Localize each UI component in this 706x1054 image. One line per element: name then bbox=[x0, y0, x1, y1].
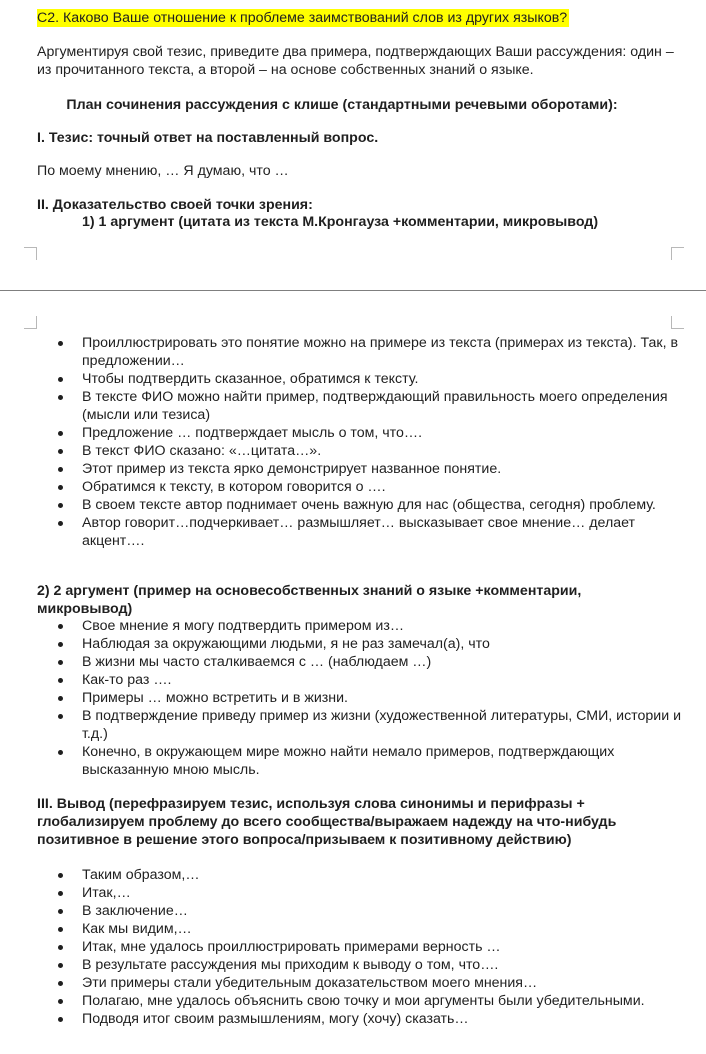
plan-title: План сочинения рассуждения с клише (стандартными речевыми оборотами): bbox=[66, 97, 618, 113]
list-item bbox=[58, 653, 688, 671]
list-item-text: В заключение… bbox=[82, 903, 188, 919]
list-item-text: В жизни мы часто сталкиваемся с … (наблюдаем …) bbox=[82, 654, 432, 670]
argument-2-list bbox=[58, 617, 688, 779]
bullet-icon bbox=[58, 714, 63, 719]
list-item-text: В результате рассуждения мы приходим к выводу о том, что…. bbox=[82, 957, 499, 973]
list-item-text: Конечно, в окружающем мире можно найти немало примеров, подтверждающих высказанную мною мысль. bbox=[82, 744, 615, 778]
conclusion-heading: III. Вывод (перефразируем тезис, используя слова синонимы и перифразы + глобализируем проблему до всего сообщества/выражаем надежду на что-нибудь позитивное в решение этого вопроса/призываем к позитивному действию) bbox=[37, 796, 617, 848]
bullet-icon bbox=[58, 909, 63, 914]
list-item-text: В подтверждение приведу пример из жизни (художественной литературы, СМИ, истории и т.д.) bbox=[82, 708, 682, 742]
list-item bbox=[58, 617, 688, 635]
list-item bbox=[58, 920, 688, 938]
bullet-icon bbox=[58, 642, 63, 647]
bullet-icon bbox=[58, 431, 63, 436]
bullet-icon bbox=[58, 660, 63, 665]
list-item-text: Итак,… bbox=[82, 885, 131, 901]
list-item-text: В текст ФИО сказано: «…цитата…». bbox=[82, 443, 322, 459]
bullet-icon bbox=[58, 696, 63, 701]
page-corner-mark bbox=[671, 247, 684, 260]
list-item bbox=[58, 902, 688, 920]
list-item bbox=[58, 460, 688, 478]
bullet-icon bbox=[58, 377, 63, 382]
page-corner-mark bbox=[671, 316, 684, 329]
list-item bbox=[58, 992, 688, 1010]
list-item bbox=[58, 974, 688, 992]
list-item bbox=[58, 635, 688, 653]
list-item bbox=[58, 956, 688, 974]
bullet-icon bbox=[58, 927, 63, 932]
list-item-text: Полагаю, мне удалось объяснить свою точку и мои аргументы были убедительными. bbox=[82, 993, 645, 1009]
list-item-text: В своем тексте автор поднимает очень важную для нас (общества, сегодня) проблему. bbox=[82, 497, 656, 513]
bullet-icon bbox=[58, 485, 63, 490]
list-item-text: Как-то раз …. bbox=[82, 672, 172, 688]
list-item-text: Проиллюстрировать это понятие можно на примере из текста (примерах из текста). Так, в предложении… bbox=[82, 335, 679, 369]
list-item-text: Этот пример из текста ярко демонстрирует названное понятие. bbox=[82, 461, 502, 477]
bullet-icon bbox=[58, 395, 63, 400]
bullet-icon bbox=[58, 999, 63, 1004]
bullet-icon bbox=[58, 945, 63, 950]
bullet-icon bbox=[58, 341, 63, 346]
argument-1-list bbox=[58, 334, 688, 550]
list-item-text: Примеры … можно встретить и в жизни. bbox=[82, 690, 348, 706]
list-item-text: Таким образом,… bbox=[82, 867, 200, 883]
bullet-icon bbox=[58, 467, 63, 472]
bullet-icon bbox=[58, 873, 63, 878]
list-item bbox=[58, 514, 688, 550]
page-corner-mark bbox=[24, 247, 37, 260]
bullet-icon bbox=[58, 521, 63, 526]
list-item-text: Итак, мне удалось проиллюстрировать примерами верность … bbox=[82, 939, 501, 955]
intro-text: Аргументируя свой тезис, приведите два примера, подтверждающих Ваши рассуждения: один – из прочитанного текста, а второй – на основе собственных знаний о языке. bbox=[37, 44, 674, 78]
list-item bbox=[58, 424, 688, 442]
conclusion-list bbox=[58, 866, 688, 1028]
bullet-icon bbox=[58, 678, 63, 683]
list-item bbox=[58, 388, 688, 424]
bullet-icon bbox=[58, 963, 63, 968]
bullet-icon bbox=[58, 503, 63, 508]
list-item-text: Эти примеры стали убедительным доказательством моего мнения… bbox=[82, 975, 538, 991]
bullet-icon bbox=[58, 981, 63, 986]
page-break bbox=[0, 268, 706, 291]
list-item-text: Свое мнение я могу подтвердить примером из… bbox=[82, 618, 405, 634]
list-item-text: В тексте ФИО можно найти пример, подтверждающий правильность моего определения (мысли или тезиса) bbox=[82, 389, 668, 423]
bullet-icon bbox=[58, 449, 63, 454]
list-item bbox=[58, 689, 688, 707]
list-item-text: Предложение … подтверждает мысль о том, что…. bbox=[82, 425, 423, 441]
list-item bbox=[58, 743, 688, 779]
document-page-1 bbox=[0, 0, 706, 268]
proof-heading: II. Доказательство своей точки зрения: bbox=[37, 197, 313, 213]
bullet-icon bbox=[58, 1017, 63, 1022]
bullet-icon bbox=[58, 750, 63, 755]
list-item bbox=[58, 478, 688, 496]
bullet-icon bbox=[58, 891, 63, 896]
list-item bbox=[58, 370, 688, 388]
list-item bbox=[58, 866, 688, 884]
list-item bbox=[58, 938, 688, 956]
list-item-text: Автор говорит…подчеркивает… размышляет… высказывает свое мнение… делает акцент…. bbox=[82, 515, 636, 549]
list-item-text: Наблюдая за окружающими людьми, я не раз замечал(а), что bbox=[82, 636, 490, 652]
list-item bbox=[58, 442, 688, 460]
question-text: С2. Каково Ваше отношение к проблеме заимствований слов из других языков? bbox=[37, 10, 568, 26]
list-item-text: Чтобы подтвердить сказанное, обратимся к тексту. bbox=[82, 371, 419, 387]
list-item bbox=[58, 884, 688, 902]
list-item-text: Как мы видим,… bbox=[82, 921, 192, 937]
list-item bbox=[58, 334, 688, 370]
bullet-icon bbox=[58, 624, 63, 629]
thesis-example: По моему мнению, … Я думаю, что … bbox=[37, 163, 289, 179]
list-item-text: Обратимся к тексту, в котором говорится о …. bbox=[82, 479, 386, 495]
list-item bbox=[58, 496, 688, 514]
list-item bbox=[58, 707, 688, 743]
thesis-heading: I. Тезис: точный ответ на поставленный вопрос. bbox=[37, 130, 379, 146]
argument-2-heading: 2) 2 аргумент (пример на основесобственных знаний о языке +комментарии, микровывод) bbox=[37, 583, 582, 617]
argument-1-heading: 1) 1 аргумент (цитата из текста М.Кронгауза +комментарии, микровывод) bbox=[82, 214, 599, 230]
list-item bbox=[58, 671, 688, 689]
list-item-text: Подводя итог своим размышлениям, могу (хочу) сказать… bbox=[82, 1011, 469, 1027]
question-line bbox=[37, 9, 677, 27]
page-corner-mark bbox=[24, 316, 37, 329]
list-item bbox=[58, 1010, 688, 1028]
